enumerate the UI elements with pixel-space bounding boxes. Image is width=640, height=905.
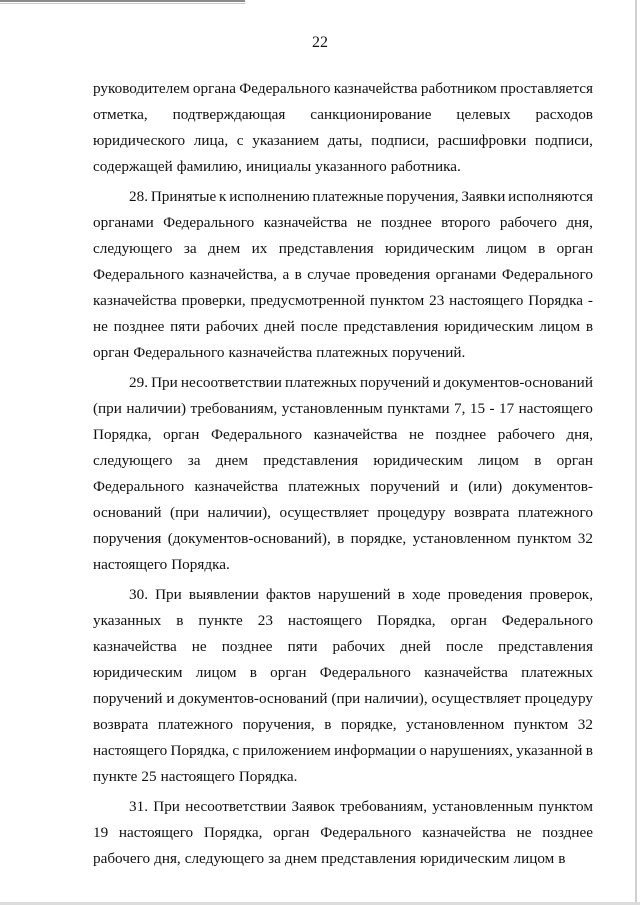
word: поручений.: [392, 344, 466, 361]
word: 25: [141, 768, 157, 785]
word: орган: [556, 240, 593, 257]
word: процедуру: [377, 504, 446, 521]
word: Порядка.: [238, 768, 298, 785]
word: 28.: [129, 188, 148, 205]
word: санкционирование: [310, 106, 432, 123]
word: лицом: [513, 850, 555, 867]
word: нарушений: [318, 586, 391, 603]
text-line: [93, 236, 593, 262]
text-line: [93, 474, 593, 500]
word: проверки,: [181, 292, 246, 309]
word: Порядка: [528, 292, 583, 309]
word: проверок,: [529, 586, 593, 603]
word: юридическим: [384, 240, 475, 257]
text-line: [93, 712, 593, 738]
word: Порядка,: [377, 612, 436, 629]
word: органами: [435, 266, 497, 283]
word: платежных: [521, 664, 593, 681]
word: работником: [420, 80, 497, 97]
word: юридического: [93, 132, 186, 149]
word: настоящего: [449, 292, 524, 309]
word: представления: [343, 318, 439, 335]
word: казначейства: [194, 478, 279, 495]
word: дня,: [566, 426, 593, 443]
word: представления: [321, 850, 416, 867]
word: казначейства: [422, 824, 506, 841]
word: казначейства: [313, 426, 398, 443]
text-line: [93, 794, 593, 820]
word: Федерального: [501, 612, 593, 629]
word: установленном: [406, 716, 505, 733]
word: настоящего: [93, 742, 168, 759]
text-line: [93, 448, 593, 474]
word: позднее: [113, 318, 165, 335]
word: фактов: [265, 586, 311, 603]
word: указанной: [516, 742, 583, 759]
word: в: [585, 742, 593, 759]
word: орган: [556, 452, 593, 469]
word: документов-оснований: [178, 690, 328, 707]
word: рабочих: [205, 318, 259, 335]
word: представления: [263, 452, 359, 469]
word: рабочего: [499, 214, 557, 231]
word: Порядка,: [170, 742, 230, 759]
word: орган: [450, 612, 487, 629]
word: несоответствии: [185, 798, 287, 815]
word: платежных: [316, 344, 389, 361]
word: пункте: [198, 612, 243, 629]
word: инициалы: [245, 158, 312, 175]
word: 32: [577, 716, 593, 733]
text-line: [93, 102, 593, 128]
word: процедуру: [524, 690, 593, 707]
text-line: [93, 582, 593, 608]
word: поручений: [370, 478, 440, 495]
word: наличии): [126, 400, 187, 417]
text-line: [93, 526, 593, 552]
text-line: [93, 634, 593, 660]
word: в: [538, 240, 546, 257]
text-line: [93, 422, 593, 448]
text-line: [93, 154, 593, 180]
word: руководителем: [93, 80, 190, 97]
word: нарушениях,: [429, 742, 513, 759]
word: порядке,: [341, 716, 397, 733]
paragraph: [93, 582, 593, 790]
word: подписи,: [535, 132, 593, 149]
word: и: [166, 690, 175, 707]
word: случае: [307, 266, 351, 283]
word: (документов-оснований),: [167, 530, 331, 547]
text-line: [93, 608, 593, 634]
word: орган: [273, 824, 310, 841]
word: расшифровки: [437, 132, 527, 149]
word: 32: [577, 530, 593, 547]
word: указанного: [315, 158, 387, 175]
word: позднее: [221, 638, 273, 655]
word: их: [251, 240, 268, 257]
word: содержащей: [93, 158, 173, 175]
word: Федерального: [239, 80, 331, 97]
word: не: [191, 638, 207, 655]
word: юридическим: [419, 850, 510, 867]
word: платежного: [157, 716, 233, 733]
word: платежных: [288, 478, 361, 495]
word: в: [397, 586, 405, 603]
word: Заявки: [461, 188, 506, 205]
word: 15: [469, 400, 486, 417]
word: выявлении: [188, 586, 259, 603]
text-line: [93, 686, 593, 712]
word: в: [176, 612, 184, 629]
word: лицом: [485, 240, 527, 257]
text-line: [93, 262, 593, 288]
text-line: [93, 764, 593, 790]
word: после: [300, 318, 338, 335]
word: позднее: [380, 214, 432, 231]
word: наличии),: [207, 504, 271, 521]
word: 23: [429, 292, 445, 309]
word: Порядка,: [93, 426, 152, 443]
word: а: [282, 266, 290, 283]
word: не: [516, 824, 532, 841]
word: проведения: [447, 586, 523, 603]
word: исполнению: [229, 188, 310, 205]
scan-edge-right: [635, 0, 637, 905]
word: 23: [257, 612, 273, 629]
scan-edge-top: [0, 0, 245, 2]
word: 31.: [129, 798, 148, 815]
word: в: [534, 452, 542, 469]
word: казначейства: [93, 638, 177, 655]
word: юридическим: [373, 452, 463, 469]
word: следующего: [93, 240, 173, 257]
word: поручения,: [242, 716, 315, 733]
word: в: [324, 716, 332, 733]
word: позднее: [435, 426, 487, 443]
word: (при: [331, 690, 361, 707]
word: (при: [93, 400, 122, 417]
word: Федерального: [320, 824, 412, 841]
word: отметка,: [93, 106, 148, 123]
word: Принятые: [150, 188, 217, 205]
word: 29.: [129, 374, 148, 391]
word: платежные: [312, 188, 384, 205]
word: пяти: [287, 638, 318, 655]
word: с: [236, 132, 244, 149]
word: настоящего: [93, 556, 168, 573]
document-body: [93, 76, 593, 872]
word: платежного: [517, 504, 593, 521]
word: органами: [93, 214, 154, 231]
word: указанных: [93, 612, 162, 629]
word: пяти: [170, 318, 201, 335]
word: наличии),: [364, 690, 428, 707]
page-number: 22: [312, 34, 328, 51]
text-line: [93, 210, 593, 236]
word: днем: [284, 850, 318, 867]
word: информации: [334, 742, 416, 759]
word: за: [187, 452, 201, 469]
word: -: [489, 400, 495, 417]
text-line: [93, 738, 593, 764]
word: проведения: [355, 266, 431, 283]
text-line: [93, 370, 593, 396]
word: возврата: [93, 716, 149, 733]
word: работника.: [390, 158, 461, 175]
text-line: [93, 288, 593, 314]
paragraph: [93, 76, 593, 180]
word: лицом: [478, 452, 519, 469]
word: орган: [163, 426, 200, 443]
word: казначейства,: [189, 266, 278, 283]
text-line: [93, 552, 593, 578]
word: рабочего: [93, 850, 151, 867]
word: документов-: [512, 478, 593, 495]
word: после: [445, 638, 484, 655]
word: в: [249, 664, 257, 681]
word: Федерального: [163, 214, 255, 231]
word: следующего: [184, 850, 265, 867]
word: рабочего: [497, 426, 555, 443]
word: (или): [468, 478, 503, 495]
paragraph: [93, 184, 593, 366]
word: несоответствии: [180, 374, 282, 391]
word: казначейства: [263, 214, 348, 231]
word: и: [449, 478, 459, 495]
word: целевых: [456, 106, 511, 123]
word: юридическим: [93, 664, 183, 681]
word: юридическим: [444, 318, 534, 335]
word: установленным: [281, 400, 383, 417]
text-line: [93, 820, 593, 846]
word: с: [232, 742, 240, 759]
text-line: [93, 184, 593, 210]
word: пунктом: [369, 292, 425, 309]
word: 17: [499, 400, 515, 417]
word: При: [151, 374, 178, 391]
word: даты,: [327, 132, 363, 149]
word: пунктами: [387, 400, 450, 417]
word: в: [585, 318, 593, 335]
word: указанием: [252, 132, 320, 149]
text-line: [93, 340, 593, 366]
word: поручений: [93, 690, 163, 707]
word: казначейства: [93, 292, 177, 309]
word: за: [183, 240, 197, 257]
text-line: [93, 846, 593, 872]
word: о: [419, 742, 427, 759]
word: органа: [192, 80, 236, 97]
word: настоящего: [118, 824, 194, 841]
word: 30.: [129, 586, 148, 603]
word: требованиям,: [340, 798, 428, 815]
word: днем: [215, 452, 248, 469]
word: дня,: [154, 850, 181, 867]
word: настоящего: [518, 400, 593, 417]
word: лица,: [193, 132, 229, 149]
paragraph: [93, 370, 593, 578]
word: к: [219, 188, 227, 205]
word: исполняются: [508, 188, 593, 205]
word: Федерального: [319, 664, 411, 681]
word: рабочих: [332, 638, 386, 655]
word: платежных: [285, 374, 357, 391]
word: поручений: [359, 374, 430, 391]
word: При: [155, 586, 182, 603]
word: лицом: [539, 318, 581, 335]
word: подписи,: [371, 132, 430, 149]
word: установленном: [412, 530, 511, 547]
word: -: [587, 292, 593, 309]
word: Федерального: [210, 426, 303, 443]
word: пункте: [93, 768, 138, 785]
word: ходе: [412, 586, 441, 603]
text-line: [93, 660, 593, 686]
word: поручения,: [386, 188, 459, 205]
word: представления: [498, 638, 593, 655]
word: представления: [278, 240, 374, 257]
word: 7,: [454, 400, 466, 417]
text-line: [93, 396, 593, 422]
word: проставляется: [500, 80, 593, 97]
word: документов-оснований: [443, 374, 593, 391]
word: Федерального: [501, 266, 593, 283]
word: (при: [170, 504, 199, 521]
word: поручения: [93, 530, 162, 547]
word: не: [408, 426, 424, 443]
paragraph: [93, 794, 593, 872]
word: Федерального: [133, 344, 225, 361]
word: настоящего: [160, 768, 235, 785]
word: При: [153, 798, 180, 815]
word: казначейства: [228, 344, 313, 361]
word: пунктом: [538, 798, 593, 815]
word: пунктом: [517, 530, 572, 547]
word: Порядка,: [203, 824, 263, 841]
word: днем: [207, 240, 241, 257]
word: подтверждающая: [172, 106, 286, 123]
word: орган: [270, 664, 307, 681]
word: в: [558, 850, 566, 867]
word: Заявок: [291, 798, 335, 815]
word: фамилию,: [176, 158, 242, 175]
word: за: [268, 850, 281, 867]
text-line: [93, 76, 593, 102]
word: настоящего: [287, 612, 363, 629]
word: и: [432, 374, 441, 391]
word: лицом: [195, 664, 237, 681]
word: дней: [264, 318, 295, 335]
word: казначейства: [333, 80, 418, 97]
word: требованиям,: [190, 400, 278, 417]
word: оснований: [93, 504, 162, 521]
word: позднее: [542, 824, 593, 841]
word: 19: [93, 824, 109, 841]
word: установленным: [432, 798, 534, 815]
text-line: [93, 128, 593, 154]
word: дня,: [566, 214, 593, 231]
word: следующего: [93, 452, 173, 469]
word: дней: [400, 638, 431, 655]
text-line: [93, 500, 593, 526]
word: второго: [441, 214, 491, 231]
word: осуществляет: [279, 504, 369, 521]
word: орган: [93, 344, 130, 361]
scan-edge-top-light: [0, 3, 245, 4]
word: Порядка.: [171, 556, 230, 573]
word: порядке,: [350, 530, 407, 547]
word: возврата: [454, 504, 510, 521]
word: в: [294, 266, 302, 283]
word: пунктом: [513, 716, 569, 733]
text-line: [93, 314, 593, 340]
word: не: [356, 214, 372, 231]
word: в: [337, 530, 345, 547]
word: не: [93, 318, 108, 335]
word: Федерального: [93, 266, 185, 283]
word: Федерального: [93, 478, 185, 495]
word: расходов: [535, 106, 593, 123]
word: предусмотренной: [250, 292, 365, 309]
word: приложением: [242, 742, 331, 759]
word: осуществляет: [431, 690, 521, 707]
word: казначейства: [424, 664, 508, 681]
